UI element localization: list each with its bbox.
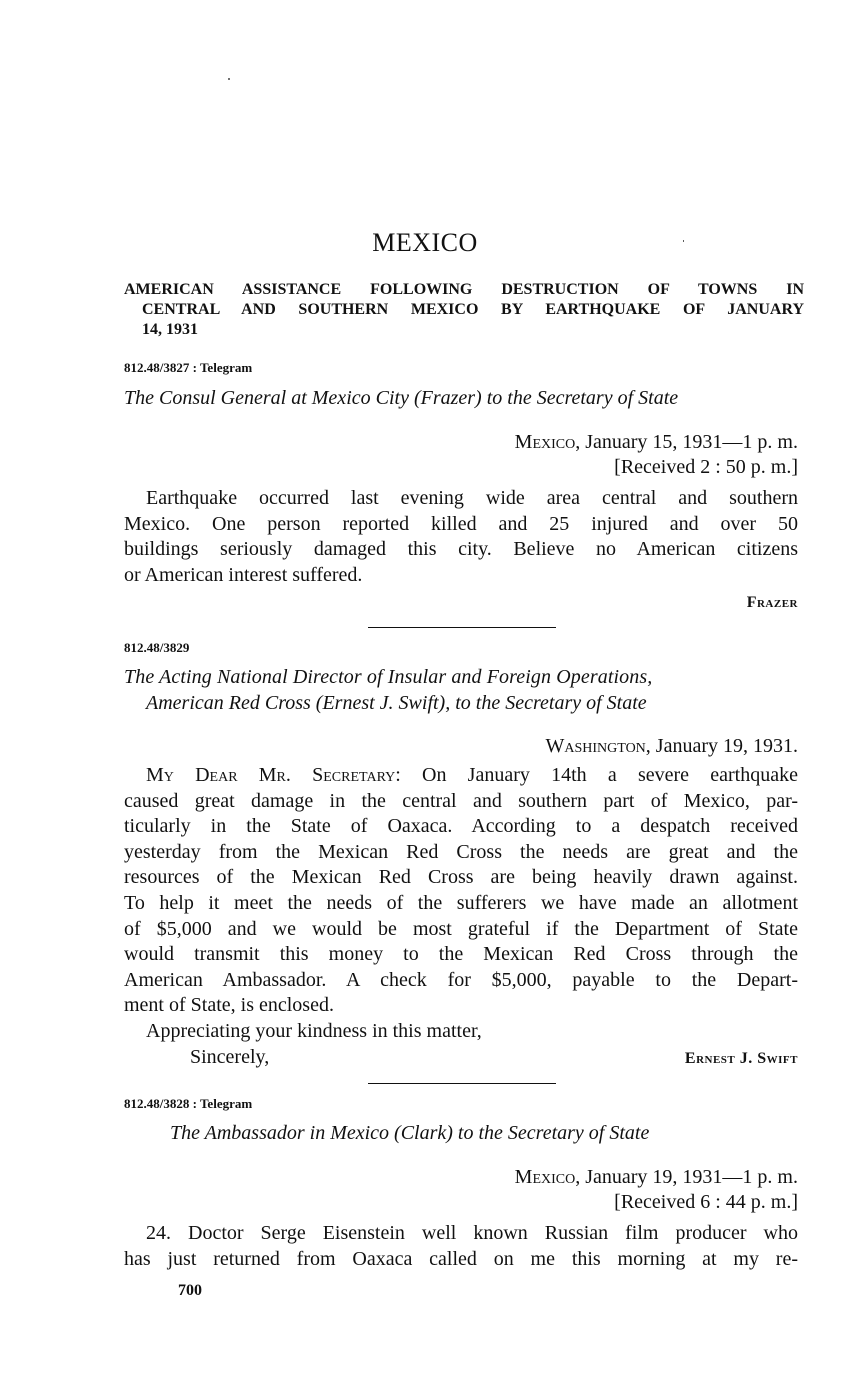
file-number: 812.48/3828 : Telegram <box>124 1096 253 1111</box>
body-line: Mexico. One person reported killed and 25 injured and over 50 <box>124 512 798 535</box>
body-line <box>124 763 798 789</box>
file-number: 812.48/3827 : Telegram <box>124 360 253 375</box>
file-number: 812.48/3829 <box>124 640 190 655</box>
closing-line: Appreciating your kindness in this matter, <box>146 1019 482 1042</box>
section-divider <box>368 627 556 628</box>
body-line: yesterday from the Mexican Red Cross the needs are great and the <box>124 840 798 863</box>
signature: Frazer <box>746 594 798 611</box>
sincerely: Sincerely, <box>190 1046 270 1068</box>
document-heading: American Red Cross (Ernest J. Swift), to the Secretary of State <box>146 692 647 714</box>
body-line: To help it meet the needs of the sufferers we have made an allotment <box>124 891 798 914</box>
body-text: On January 14th a severe earthquake <box>400 764 798 786</box>
dateline-date: , January 19, 1931—1 p. m. <box>575 1166 798 1188</box>
document-body <box>124 1221 798 1272</box>
document-heading: The Consul General at Mexico City (Frazer) to the Secretary of State <box>124 387 679 409</box>
body-line: would transmit this money to the Mexican Red Cross through the <box>124 943 798 966</box>
body-line: ticularly in the State of Oaxaca. According to a despatch received <box>124 815 798 838</box>
dateline-date: , January 15, 1931—1 p. m. <box>575 431 798 453</box>
subtitle-line: AMERICAN ASSISTANCE FOLLOWING DESTRUCTION OF TOWNS IN <box>124 281 804 298</box>
body-line: or American interest suffered. <box>124 563 363 586</box>
document-body <box>124 486 798 588</box>
body-line: ment of State, is enclosed. <box>124 994 334 1017</box>
body-line: buildings seriously damaged this city. Believe no American citizens <box>124 538 798 561</box>
dateline-place: Washington <box>545 735 646 757</box>
subtitle-line: CENTRAL AND SOUTHERN MEXICO BY EARTHQUAKE OF JANUARY <box>142 301 804 318</box>
subtitle-line: 14, 1931 <box>142 321 198 338</box>
body-line: of $5,000 and we would be most grateful if the Department of State <box>124 917 798 940</box>
document-body <box>124 763 798 1045</box>
body-line: has just returned from Oaxaca called on me this morning at my re- <box>124 1247 798 1270</box>
dateline <box>546 734 799 759</box>
page-title: MEXICO <box>372 228 478 257</box>
body-line: American Ambassador. A check for $5,000, payable to the Depart- <box>124 968 798 991</box>
signature: Ernest J. Swift <box>684 1050 798 1067</box>
page-number: 700 <box>178 1282 202 1299</box>
dateline-place: Mexico <box>514 1166 576 1188</box>
dateline <box>515 430 798 455</box>
dateline <box>515 1165 798 1190</box>
body-line: resources of the Mexican Red Cross are being heavily drawn against. <box>124 866 798 889</box>
dateline-place: Mexico <box>514 431 576 453</box>
salutation: My Dear Mr. Secretary: <box>146 764 401 786</box>
section-subtitle <box>124 280 804 340</box>
document-heading: The Ambassador in Mexico (Clark) to the Secretary of State <box>170 1122 650 1144</box>
dateline-date: , January 19, 1931. <box>645 735 798 757</box>
section-divider <box>368 1083 556 1084</box>
body-line: Earthquake occurred last evening wide area central and southern <box>146 487 798 509</box>
body-line: caused great damage in the central and southern part of Mexico, par- <box>124 789 798 812</box>
body-line: 24. Doctor Serge Eisenstein well known Russian film producer who <box>146 1222 798 1244</box>
document-heading: The Acting National Director of Insular and Foreign Operations, <box>124 666 653 688</box>
scan-speck <box>228 78 230 80</box>
received-time: [Received 2 : 50 p. m.] <box>614 456 798 478</box>
received-time: [Received 6 : 44 p. m.] <box>614 1191 798 1213</box>
